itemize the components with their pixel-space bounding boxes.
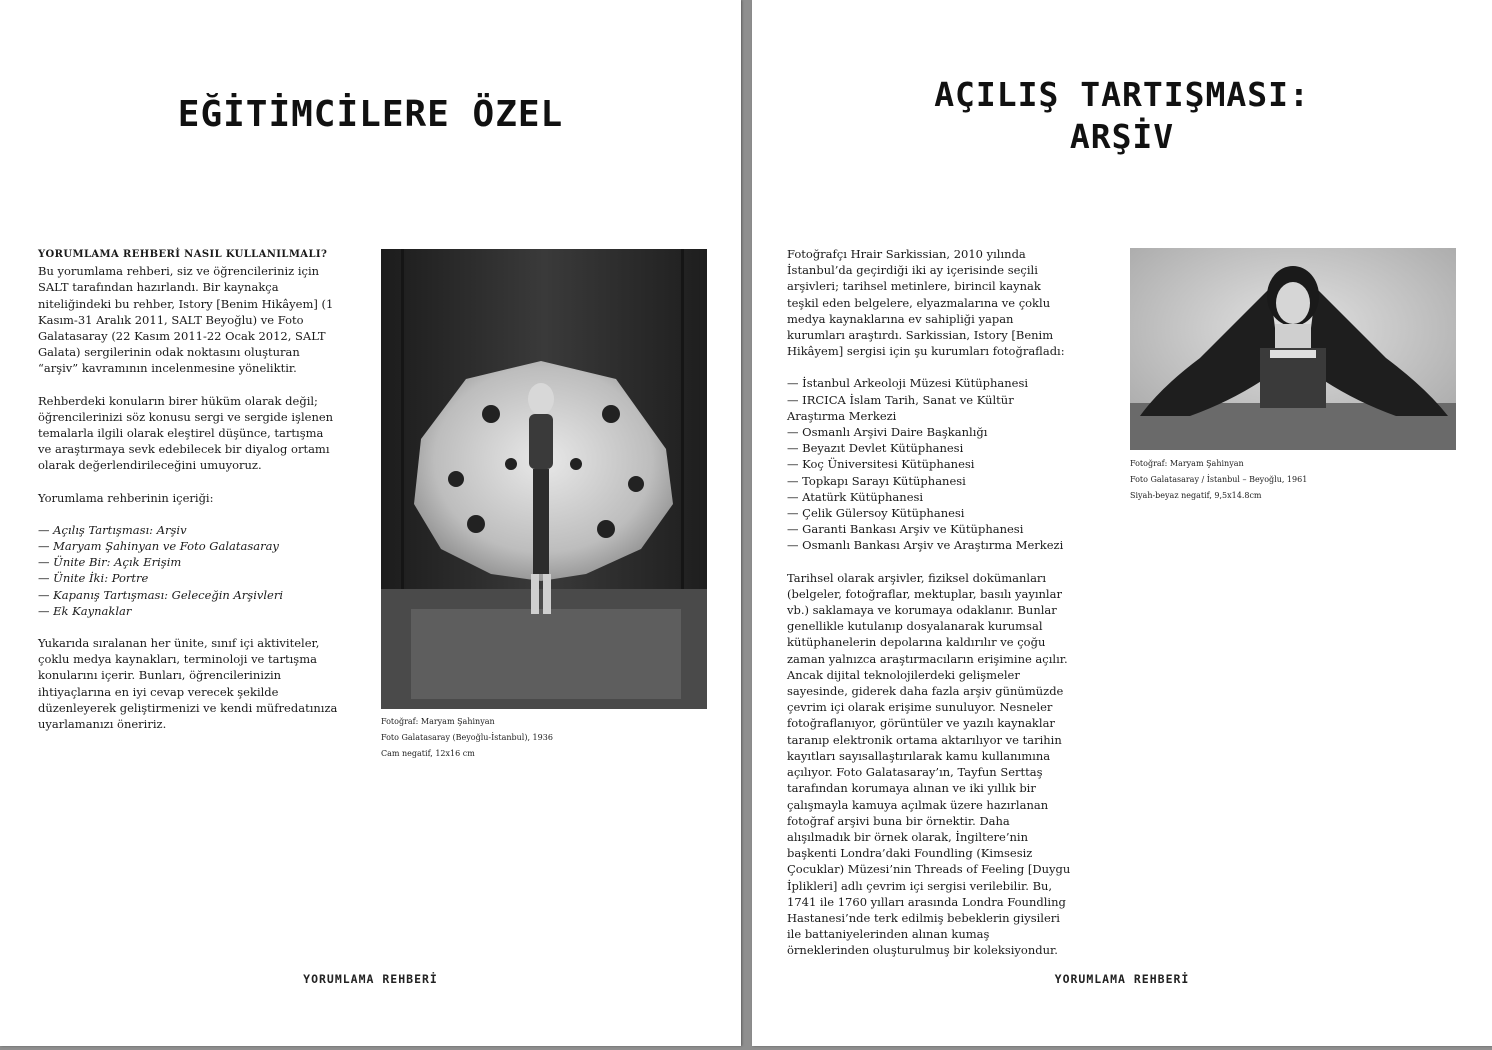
caption-line: Foto Galatasaray / İstanbul – Beyoğlu, 1961 (1130, 475, 1308, 484)
right-photo-caption (1130, 456, 1456, 504)
left-page (0, 0, 741, 1046)
institution-item: — Osmanlı Arşivi Daire Başkanlığı (787, 425, 988, 440)
dancer-photo-illustration (381, 249, 707, 709)
usage-heading: YORUMLAMA REHBERİ NASIL KULLANILMALI? (38, 249, 328, 260)
caption-line: Foto Galatasaray (Beyoğlu-İstanbul), 1936 (381, 733, 553, 742)
institution-item: — Garanti Bankası Arşiv ve Kütüphanesi (787, 522, 1024, 537)
left-photo-caption (381, 714, 707, 762)
caption-line: Fotoğraf: Maryam Şahinyan (1130, 459, 1244, 468)
contents-item: — Kapanış Tartışması: Geleceğin Arşivleri (38, 587, 284, 602)
right-text-column (787, 246, 1072, 975)
contents-item: — Maryam Şahinyan ve Foto Galatasaray (38, 539, 279, 554)
institution-item: — Atatürk Kütüphanesi (787, 489, 924, 504)
institution-item: — Topkapı Sarayı Kütüphanesi (787, 473, 966, 488)
long-hair-portrait-photograph (1130, 248, 1456, 450)
intro-paragraph: Bu yorumlama rehberi, siz ve öğrencileriniz için SALT tarafından hazırlandı. Bir kaynakça niteliğindeki bu rehber, Istory [Benim Hikâyem] (1 Kasım-31 Aralık 2011, SALT Beyoğlu) ve Foto Galatasaray (22 Kasım 2011-22 Ocak 2012, SALT Galata) sergilerinin odak noktasını oluşturan “arşiv” kavramının incelenmesine yöneliktir. (38, 264, 334, 376)
contents-item: — Ünite Bir: Açık Erişim (38, 555, 182, 570)
left-page-footer: YORUMLAMA REHBERİ (303, 972, 438, 986)
intro-paragraph: Fotoğrafçı Hrair Sarkissian, 2010 yılında İstanbul’da geçirdiği iki ay içerisinde seçili arşivleri; tarihsel metinlere, birincil kaynak teşkil eden belgelere, elyazmalarına ve çoklu medya kaynaklarına ev sahipliği yapan kurumları araştırdı. Sarkissian, Istory [Benim Hikâyem] sergisi için şu kurumları fotoğrafladı: (787, 247, 1065, 359)
contents-item: — Ek Kaynaklar (38, 603, 132, 618)
institution-item: — IRCICA İslam Tarih, Sanat ve Kültür Araştırma Merkezi (787, 392, 1014, 423)
dancer-photograph (381, 249, 707, 709)
guide-paragraph: Rehberdeki konuların birer hüküm olarak değil; öğrencilerinizi söz konusu sergi ve sergide işlenen temalarla ilgili olarak eleştirel düşünce, tartışma ve araştırmaya sevk edebilecek bir diyalog ortamı olarak değerlendirileceğini umuyoruz. (38, 393, 334, 473)
portrait-photo-illustration (1130, 248, 1456, 450)
archives-paragraph: Tarihsel olarak arşivler, fiziksel dokümanları (belgeler, fotoğraflar, mektuplar, basılı yayınlar vb.) saklamaya ve korumaya odaklanır. Bunlar genellikle kutulanıp dosyalanarak kurumsal kütüphanelerin depolarına kaldırılır ve çoğu zaman yalnızca araştırmacıların erişimine açılır. Ancak dijital teknolojilerdeki gelişmeler sayesinde, giderek daha fazla arşiv günümüzde çevrim içi olarak erişime sunuluyor. Nesneler fotoğraflanıyor, görüntüler ve yazılı kaynaklar taranıp elektronik ortama aktarılıyor ve tarihin kayıtları sayısallaştırılarak kamu kullanımına açılıyor. Foto Galatasaray’ın, Tayfun Serttaş tarafından korumaya alınan ve iki yıllık bir çalışmayla kamuya açılmak üzere hazırlanan fotoğraf arşivi buna bir örnektir. Daha alışılmadık bir örnek olarak, İngiltere’nin başkenti Londra’daki Foundling (Kimsesiz Çocuklar) Müzesi’nin Threads of Feeling [Duygu İplikleri] adlı çevrim içi sergisi verilebilir. Bu, 1741 ile 1760 yılları arasında Londra Foundling Hastanesi’nde terk edilmiş bebeklerin giysileri ile battaniyelerinden alınan kumaş örneklerinden oluşturulmuş bir koleksiyondur. (787, 570, 1071, 958)
left-text-column (38, 247, 338, 748)
institution-item: — Koç Üniversitesi Kütüphanesi (787, 457, 975, 472)
contents-label: Yorumlama rehberinin içeriği: (38, 490, 214, 505)
caption-line: Siyah-beyaz negatif, 9,5x14.8cm (1130, 491, 1262, 500)
institution-item: — Osmanlı Bankası Arşiv ve Araştırma Merkezi (787, 538, 1064, 553)
institution-item: — Beyazıt Devlet Kütüphanesi (787, 441, 964, 456)
contents-item: — Ünite İki: Portre (38, 571, 149, 586)
title-line: AÇILIŞ TARTIŞMASI: (934, 75, 1310, 114)
institutions-list (787, 375, 1072, 553)
right-page-footer: YORUMLAMA REHBERİ (1054, 972, 1190, 986)
contents-item: — Açılış Tartışması: Arşiv (38, 522, 187, 537)
right-page-title (752, 74, 1492, 158)
caption-line: Cam negatif, 12x16 cm (381, 749, 475, 758)
title-line: ARŞİV (1069, 117, 1175, 156)
institution-item: — İstanbul Arkeoloji Müzesi Kütüphanesi (787, 376, 1029, 391)
contents-list (38, 522, 338, 619)
institution-item: — Çelik Gülersoy Kütüphanesi (787, 506, 965, 521)
left-page-title: EĞİTİMCİLERE ÖZEL (177, 94, 564, 135)
caption-line: Fotoğraf: Maryam Şahinyan (381, 717, 495, 726)
units-paragraph: Yukarıda sıralanan her ünite, sınıf içi aktiviteler, çoklu medya kaynakları, terminoloji ve tartışma konularını içerir. Bunları, öğrencilerinizin ihtiyaçlarına en iyi cevap verecek şekilde düzenleyerek geliştirmenizi ve kendi müfredatınıza uyarlamanızı öneririz. (38, 636, 338, 732)
right-page (752, 0, 1492, 1046)
